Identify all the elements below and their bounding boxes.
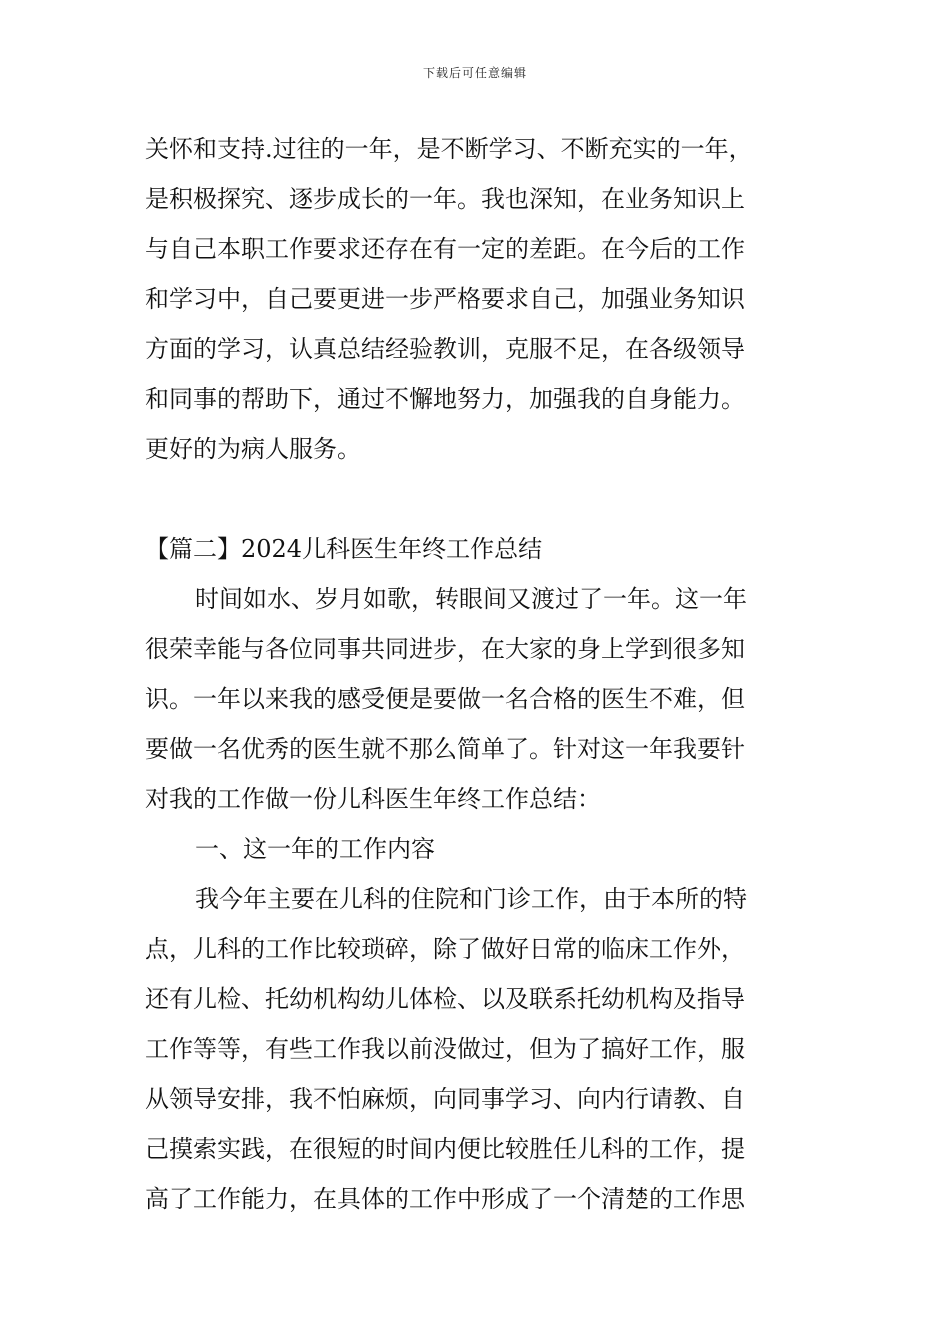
text-line: 对我的工作做一份儿科医生年终工作总结： xyxy=(145,785,601,813)
text-line: 是积极探究、逐步成长的一年。我也深知，在业务知识上 xyxy=(145,185,745,213)
text-line: 点，儿科的工作比较琐碎，除了做好日常的临床工作外， xyxy=(145,935,745,963)
paragraph-gap xyxy=(145,474,810,524)
text-line: 方面的学习，认真总结经验教训，克服不足，在各级领导 xyxy=(145,335,745,363)
text-line: 从领导安排，我不怕麻烦，向同事学习、向内行请教、自 xyxy=(145,1085,745,1113)
text-line: 关怀和支持.过往的一年，是不断学习、不断充实的一年， xyxy=(145,135,753,163)
text-line: 一、这一年的工作内容 xyxy=(195,835,435,863)
text-line: 很荣幸能与各位同事共同进步，在大家的身上学到很多知 xyxy=(145,635,745,663)
page-header: 下载后可任意编辑 xyxy=(422,66,527,80)
text-line: 工作等等，有些工作我以前没做过，但为了搞好工作，服 xyxy=(145,1035,745,1063)
text-line: 和学习中，自己要更进一步严格要求自己，加强业务知识 xyxy=(145,285,745,313)
text-line: 我今年主要在儿科的住院和门诊工作，由于本所的特 xyxy=(195,885,747,913)
text-line: 要做一名优秀的医生就不那么简单了。针对这一年我要针 xyxy=(145,735,745,763)
document-body xyxy=(145,124,810,1224)
text-line: 与自己本职工作要求还存在有一定的差距。在今后的工作 xyxy=(145,235,745,263)
text-line: 更好的为病人服务。 xyxy=(145,435,361,463)
text-line: 和同事的帮助下，通过不懈地努力，加强我的自身能力。 xyxy=(145,385,745,413)
text-line: 高了工作能力，在具体的工作中形成了一个清楚的工作思 xyxy=(145,1185,745,1213)
text-line: 己摸索实践，在很短的时间内便比较胜任儿科的工作，提 xyxy=(145,1135,745,1163)
section-heading: 【篇二】2024儿科医生年终工作总结 xyxy=(145,535,543,563)
text-line: 识。一年以来我的感受便是要做一名合格的医生不难，但 xyxy=(145,685,745,713)
text-line: 还有儿检、托幼机构幼儿体检、以及联系托幼机构及指导 xyxy=(145,985,745,1013)
text-line: 时间如水、岁月如歌，转眼间又渡过了一年。这一年 xyxy=(195,585,747,613)
